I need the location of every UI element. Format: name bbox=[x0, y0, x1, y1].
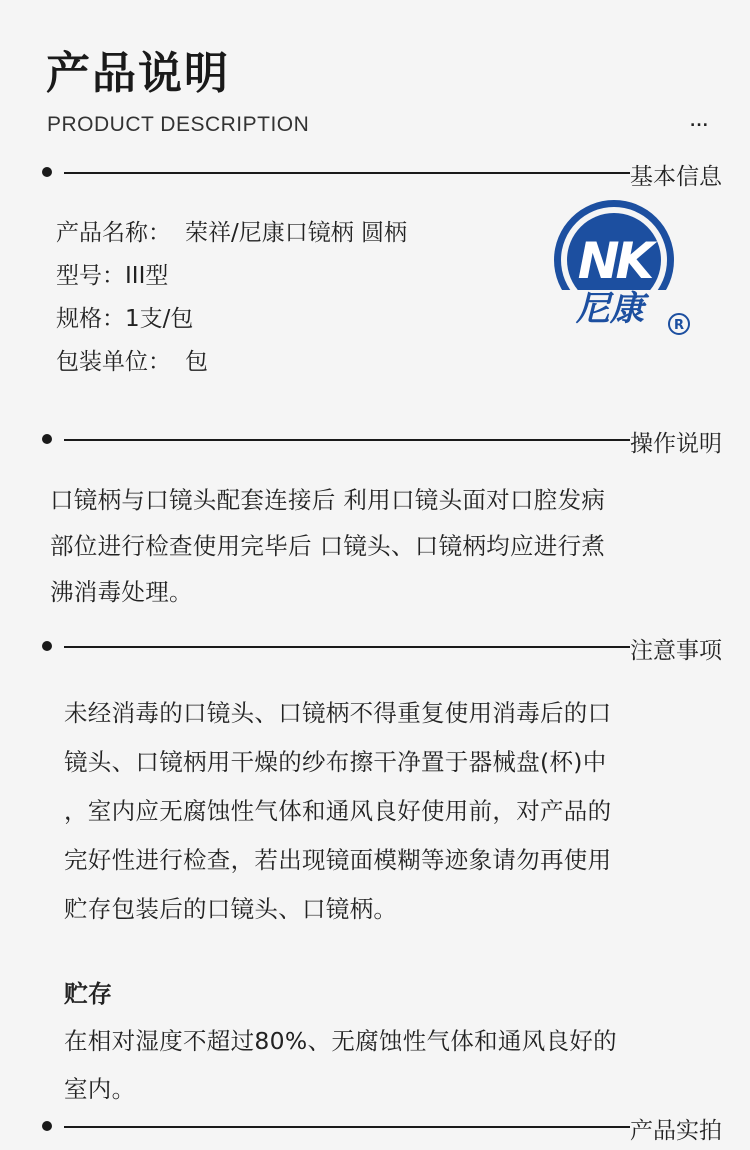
more-ellipsis: ... bbox=[690, 114, 709, 130]
text-line: 室内。 bbox=[64, 1075, 136, 1103]
section-divider-notice bbox=[42, 632, 732, 662]
logo-text: 尼康 bbox=[576, 289, 644, 329]
unit-label: 包装单位： bbox=[56, 349, 171, 375]
logo-letters: NK bbox=[577, 232, 651, 290]
text-line: ，室内应无腐蚀性气体和通风良好使用前，对产品的 bbox=[64, 797, 612, 825]
divider-line bbox=[64, 439, 630, 441]
divider-line bbox=[64, 646, 630, 648]
text-line: 镜头、口镜柄用干燥的纱布擦干净置于器械盘(杯)中 bbox=[64, 748, 607, 776]
bullet-dot bbox=[42, 641, 52, 651]
divider-line bbox=[64, 1126, 630, 1128]
text-line: 未经消毒的口镜头、口镜柄不得重复使用消毒后的口 bbox=[64, 699, 612, 727]
bullet-dot bbox=[42, 167, 52, 177]
storage-title: 贮存 bbox=[64, 980, 112, 1008]
operation-text bbox=[50, 477, 605, 615]
nikon-logo bbox=[548, 198, 696, 340]
info-row-spec: 规格：1支/包 bbox=[56, 306, 194, 332]
bullet-dot bbox=[42, 434, 52, 444]
text-line: 部位进行检查使用完毕后 口镜头、口镜柄均应进行煮 bbox=[50, 532, 606, 560]
text-line: 贮存包装后的口镜头、口镜柄。 bbox=[64, 895, 398, 923]
page-title: 产品说明 bbox=[46, 48, 230, 99]
section-label-photos: 产品实拍 bbox=[630, 1118, 722, 1144]
unit-value: 包 bbox=[185, 349, 208, 375]
product-name-value: 荣祥/尼康口镜柄 圆柄 bbox=[185, 220, 408, 246]
text-line: 完好性进行检查，若出现镜面模糊等迹象请勿再使用 bbox=[64, 846, 612, 874]
section-label-operation: 操作说明 bbox=[630, 431, 722, 457]
section-label-basic-info: 基本信息 bbox=[630, 164, 722, 190]
page-subtitle: PRODUCT DESCRIPTION bbox=[47, 113, 310, 136]
product-name-label: 产品名称： bbox=[56, 220, 171, 246]
bullet-dot bbox=[42, 1121, 52, 1131]
text-line: 在相对湿度不超过80%、无腐蚀性气体和通风良好的 bbox=[64, 1027, 617, 1055]
text-line: 口镜柄与口镜头配套连接后 利用口镜头面对口腔发病 bbox=[50, 486, 606, 514]
notice-text bbox=[64, 689, 611, 934]
divider-line bbox=[64, 172, 630, 174]
basic-info-list bbox=[56, 212, 407, 384]
section-divider-basic-info bbox=[42, 158, 732, 188]
storage-text bbox=[64, 1017, 617, 1113]
section-divider-photos bbox=[42, 1112, 732, 1142]
text-line: 沸消毒处理。 bbox=[50, 578, 193, 606]
section-label-notice: 注意事项 bbox=[630, 638, 722, 664]
section-divider-operation bbox=[42, 425, 732, 455]
info-row-model: 型号：III型 bbox=[56, 263, 169, 289]
registered-mark: R bbox=[673, 318, 685, 333]
info-row-name bbox=[56, 212, 407, 255]
info-row-unit bbox=[56, 341, 407, 384]
